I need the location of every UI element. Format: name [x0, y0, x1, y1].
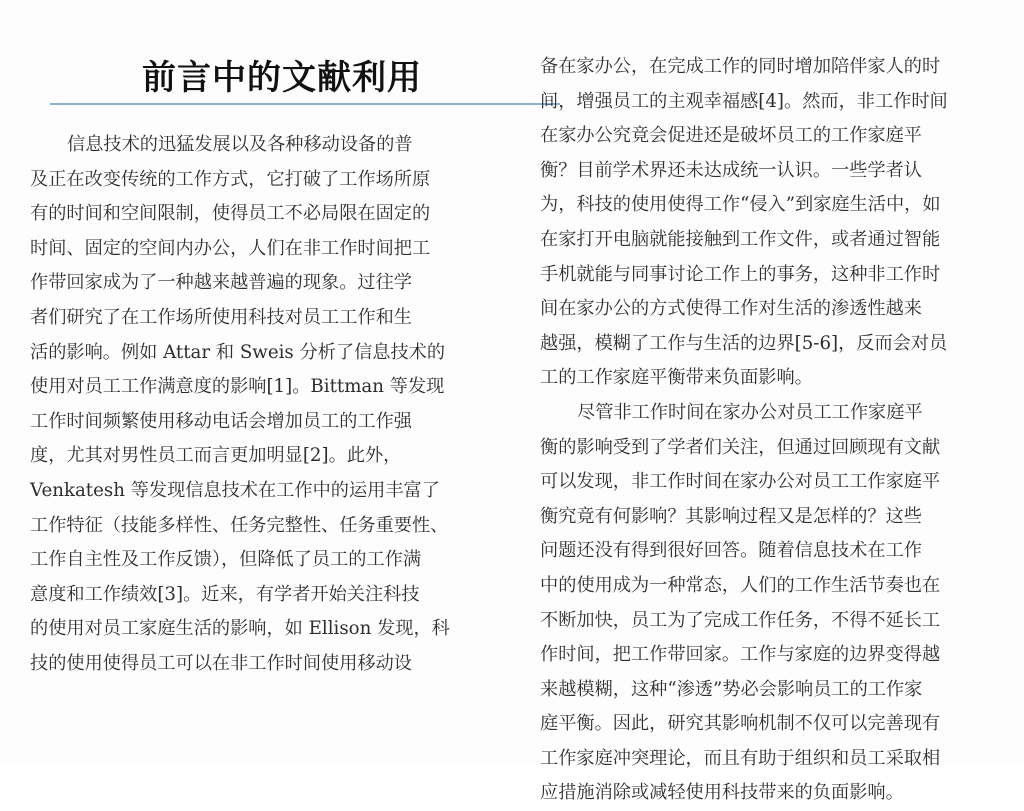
- text-line: 作带回家成为了一种越来越普遍的现象。过往学: [30, 272, 412, 294]
- text-line: 中的使用成为一种常态，人们的工作生活节奏也在: [540, 574, 941, 596]
- text-line: 不断加快，员工为了完成工作任务，不得不延长工: [540, 609, 941, 631]
- text-line: 作时间，把工作带回家。工作与家庭的边界变得越: [540, 644, 941, 666]
- text-line: 间，增强员工的主观幸福感[4]。然而，非工作时间: [540, 90, 948, 112]
- text-line: Venkatesh 等发现信息技术在工作中的运用丰富了: [30, 479, 440, 501]
- text-line: 越强，模糊了工作与生活的边界[5-6]，反而会对员: [540, 332, 948, 354]
- text-line: 尽管非工作时间在家办公对员工工作家庭平: [577, 401, 923, 423]
- text-line: 在家打开电脑就能接触到工作文件，或者通过智能: [540, 228, 941, 250]
- text-line: 者们研究了在工作场所使用科技对员工工作和生: [30, 306, 412, 328]
- text-line: 庭平衡。因此，研究其影响机制不仅可以完善现有: [540, 713, 941, 735]
- text-line: 可以发现，非工作时间在家办公对员工工作家庭平: [540, 471, 941, 493]
- text-line: 工作家庭冲突理论，而且有助于组织和员工采取相: [540, 747, 941, 769]
- text-line: 衡究竟有何影响？其影响过程又是怎样的？这些: [540, 505, 922, 527]
- left-text-column: [30, 128, 510, 682]
- text-line: 度，尤其对男性员工而言更加明显[2]。此外，: [30, 445, 402, 467]
- text-line: 信息技术的迅猛发展以及各种移动设备的普: [67, 134, 413, 155]
- text-line: 工作特征（技能多样性、任务完整性、任务重要性、: [30, 514, 449, 536]
- right-text-column: [540, 50, 995, 811]
- text-line: 时间、固定的空间内办公，人们在非工作时间把工: [30, 237, 431, 259]
- text-line: 使用对员工工作满意度的影响[1]。Bittman 等发现: [30, 376, 445, 398]
- text-line: 来越模糊，这种“渗透”势必会影响员工的工作家: [540, 678, 923, 700]
- text-line: 活的影响。例如 Attar 和 Sweis 分析了信息技术的: [30, 341, 446, 363]
- text-line: 工作时间频繁使用移动电话会增加员工的工作强: [30, 410, 412, 432]
- text-line: 及正在改变传统的工作方式，它打破了工作场所原: [30, 168, 431, 190]
- text-line: 衡的影响受到了学者们关注，但通过回顾现有文献: [540, 436, 941, 458]
- title-underline: [50, 103, 560, 105]
- text-line: 工的工作家庭平衡带来负面影响。: [540, 367, 813, 389]
- text-line: 问题还没有得到很好回答。随着信息技术在工作: [540, 540, 922, 562]
- text-line: 备在家办公，在完成工作的同时增加陪伴家人的时: [540, 56, 941, 77]
- page-title: 前言中的文献利用: [142, 58, 422, 98]
- text-line: 手机就能与同事讨论工作上的事务，这种非工作时: [540, 263, 941, 285]
- text-line: 的使用对员工家庭生活的影响，如 Ellison 发现，科: [30, 618, 450, 640]
- text-line: 意度和工作绩效[3]。近来，有学者开始关注科技: [30, 583, 420, 605]
- text-line: 为，科技的使用使得工作“侵入”到家庭生活中，如: [540, 194, 941, 216]
- text-line: 在家办公究竟会促进还是破坏员工的工作家庭平: [540, 125, 922, 147]
- text-line: 应措施消除或减轻使用科技带来的负面影响。: [540, 782, 904, 804]
- text-line: 有的时间和空间限制，使得员工不必局限在固定的: [30, 203, 431, 225]
- text-line: 技的使用使得员工可以在非工作时间使用移动设: [30, 652, 412, 674]
- text-line: 间在家办公的方式使得工作对生活的渗透性越来: [540, 298, 922, 320]
- text-line: 衡？目前学术界还未达成统一认识。一些学者认: [540, 159, 922, 181]
- text-line: 工作自主性及工作反馈），但降低了员工的工作满: [30, 549, 422, 571]
